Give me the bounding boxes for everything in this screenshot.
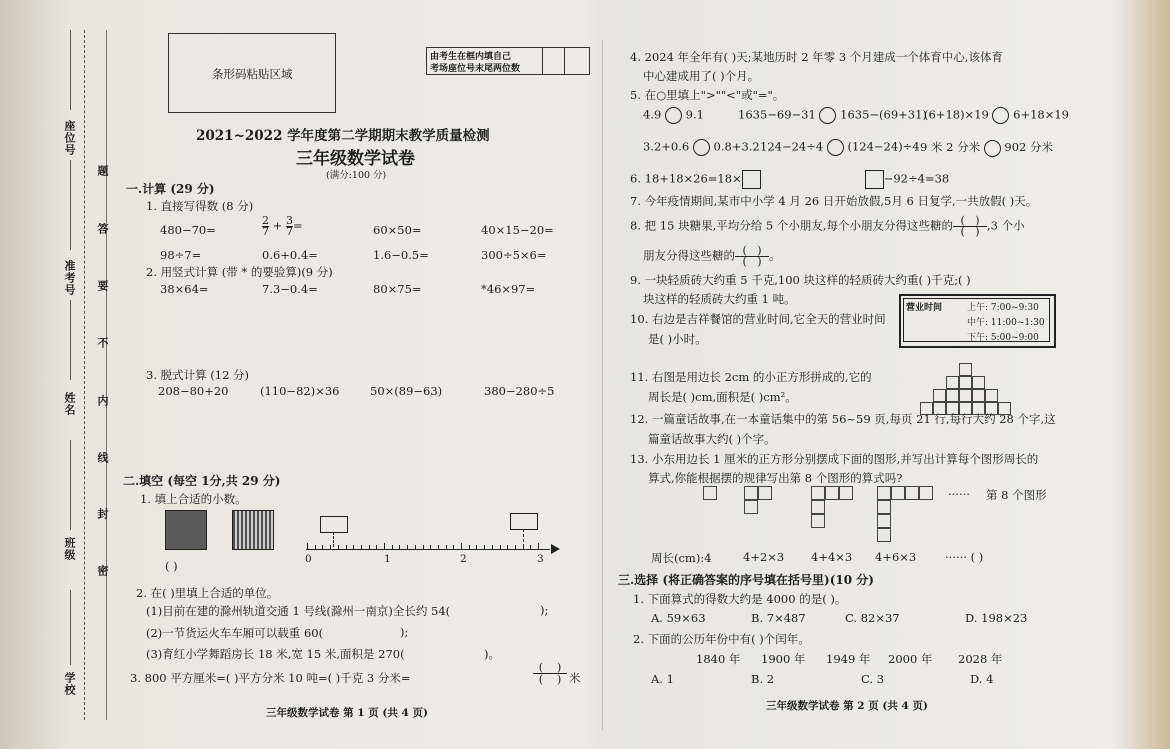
- pattern-square: [839, 486, 853, 500]
- s2-q1-text: 1. 填上合适的小数。: [140, 492, 247, 506]
- number-line-tick: [530, 545, 531, 549]
- s1-q3-item-3: 50×(89−63): [370, 384, 443, 398]
- seal-dashed-line: [84, 30, 85, 720]
- year-1840: 1840 年: [696, 652, 741, 666]
- number-line-tick: [322, 545, 323, 549]
- s3-q1-opt-a[interactable]: A. 59×63: [651, 611, 706, 625]
- q5-text: 5. 在○里填上">""<"或"="。: [630, 88, 785, 102]
- number-line-tick: [384, 543, 385, 550]
- pattern-square: [877, 514, 891, 528]
- q12-line2: 篇童话故事大约( )个字。: [648, 432, 776, 446]
- q13-line2: 算式,你能根据摆的规律写出第 8 个图形的算式吗?: [648, 471, 903, 485]
- school-line: [70, 590, 71, 665]
- number-line-tick: [376, 545, 377, 549]
- pattern-square: [744, 486, 758, 500]
- seat-id-note-2: 考场座位号末尾两位数: [430, 64, 521, 74]
- compare-circle[interactable]: [992, 107, 1009, 124]
- seal-char-4: 不: [96, 337, 109, 349]
- s1-q1-item-4: 40×15−20=: [481, 223, 554, 237]
- s2-q2-text: 2. 在( )里填上合适的单位。: [136, 586, 279, 600]
- tick-label-3: 3: [537, 553, 544, 565]
- s2-q2-1: (1)目前在建的滁州轨道交通 1 号线(滁州一南京)全长约 54(: [146, 604, 451, 618]
- s2-q2-3-end: )。: [484, 647, 500, 661]
- seat-id-divider-1: [542, 47, 543, 75]
- s1-q3-item-2: (110−82)×36: [260, 384, 340, 398]
- number-line-tick: [415, 545, 416, 549]
- number-line-tick: [484, 545, 485, 549]
- answer-paren-1: ( ): [165, 559, 178, 573]
- q13-perimeter-label: 周长(cm):4: [651, 551, 712, 565]
- number-line-tick: [476, 545, 477, 549]
- s3-q2: 2. 下面的公历年份中有( )个闰年。: [633, 632, 810, 646]
- s1-q1-fraction-expression: $\frac{2}{7}$ + $\frac{3}{7}$ =: [262, 214, 303, 238]
- compare-circle[interactable]: [693, 139, 710, 156]
- compare-circle[interactable]: [984, 140, 1001, 157]
- s3-q2-opt-c[interactable]: C. 3: [861, 672, 885, 686]
- exam-number-label: 准考号: [63, 260, 76, 296]
- number-line-tick: [369, 545, 370, 549]
- q6: 6. 18+18×26=18× −92÷4=38: [630, 170, 949, 189]
- number-line-tick: [461, 543, 462, 550]
- number-line-tick: [353, 545, 354, 549]
- staircase-square: [946, 376, 959, 389]
- q10-line1: 10. 右边是吉祥餐馆的营业时间,它全天的营业时间: [630, 312, 886, 326]
- seal-char-6: 线: [96, 452, 109, 464]
- fraction-3-7: $\frac{3}{7}$: [285, 214, 293, 238]
- pattern-square: [811, 514, 825, 528]
- q11-line2: 周长是( )cm,面积是( )cm²。: [648, 390, 797, 404]
- pattern-square: [877, 486, 891, 500]
- s1-q1-item-8: 300÷5×6=: [481, 248, 547, 262]
- q8-line1: 8. 把 15 块糖果,平均分给 5 个小朋友,每个小朋友分得这些糖的 $\frac{( )}{( )}$ ,3 个小: [630, 214, 1025, 238]
- section2-heading: 二.填空 (每空 1分,共 29 分): [123, 474, 281, 488]
- number-line-tick: [538, 543, 539, 550]
- number-line-tick: [399, 545, 400, 549]
- compare-item-4: 3.2+0.6 0.8+3.2: [643, 139, 760, 156]
- q13-line1: 13. 小东用边长 1 厘米的正方形分别摆成下面的图形,并写出计算每个图形周长的: [630, 452, 1039, 466]
- s2-q3-unit: 米: [569, 671, 581, 685]
- s3-q1-opt-d[interactable]: D. 198×23: [965, 611, 1028, 625]
- number-line-tick: [430, 545, 431, 549]
- name-line: [70, 300, 71, 380]
- number-line-answer-box-1[interactable]: [320, 516, 348, 533]
- s2-q2-1-end: );: [540, 603, 549, 617]
- pattern-square: [877, 500, 891, 514]
- seal-char-5: 内: [96, 395, 109, 407]
- seat-number-label: 座位号: [63, 120, 76, 156]
- q13-perimeter-4: 4+6×3: [875, 550, 917, 564]
- s3-q1-opt-b[interactable]: B. 7×487: [751, 611, 806, 625]
- pattern-square: [891, 486, 905, 500]
- exam-number-line: [70, 160, 71, 250]
- compare-item-3: (6+18)×19 6+18×19: [924, 107, 1069, 124]
- q13-perimeter-2: 4+2×3: [743, 550, 785, 564]
- number-line-tick: [515, 545, 516, 549]
- number-line-pointer-2: [523, 529, 524, 547]
- pattern-square: [825, 486, 839, 500]
- s1-q1-item-3: 60×50=: [373, 223, 422, 237]
- section1-heading: 一.计算 (29 分): [126, 182, 215, 196]
- s2-q3-fraction: ( ) ( ): [533, 662, 567, 685]
- s3-q1: 1. 下面算式的得数大约是 4000 的是( )。: [633, 592, 847, 606]
- q4-line2: 中心建成用了( )个月。: [643, 69, 760, 83]
- class-line: [70, 440, 71, 530]
- number-line-tick: [361, 545, 362, 549]
- number-line-arrow: [551, 544, 560, 554]
- exam-title: 2021~2022 学年度第二学期期末教学质量检测: [196, 128, 490, 144]
- compare-item-6: 9 米 2 分米 902 分米: [920, 139, 1053, 157]
- shaded-square-full: [165, 510, 207, 550]
- s2-q2-2-end: );: [400, 625, 409, 639]
- s3-q2-opt-d[interactable]: D. 4: [970, 672, 994, 686]
- q4-line1: 4. 2024 年全年有( )天;某地历时 2 年零 3 个月建成一个体育中心,该体育: [630, 50, 1003, 64]
- hours-evening: 下午: 5:00~9:00: [967, 333, 1039, 343]
- q13-perimeter-3: 4+4×3: [811, 550, 853, 564]
- compare-circle[interactable]: [665, 107, 682, 124]
- number-line: [306, 549, 550, 550]
- s1-q3-heading: 3. 脱式计算 (12 分): [146, 368, 250, 382]
- pattern-square: [877, 528, 891, 542]
- number-line-tick: [338, 545, 339, 549]
- seal-char-8: 密: [96, 565, 109, 577]
- q13-dots: ······: [948, 487, 970, 501]
- answer-square[interactable]: [742, 170, 761, 189]
- margin-rule: [106, 30, 107, 720]
- pattern-square: [744, 500, 758, 514]
- pattern-square: [811, 500, 825, 514]
- number-line-tick: [346, 545, 347, 549]
- q9-line2: 块这样的轻质砖大约重 1 吨。: [643, 292, 796, 306]
- page-gutter: [602, 40, 603, 730]
- seat-id-divider-2: [564, 47, 565, 75]
- staircase-square: [946, 389, 959, 402]
- seal-char-2: 答: [96, 223, 109, 235]
- number-line-tick: [392, 545, 393, 549]
- number-line-tick: [446, 545, 447, 549]
- number-line-tick: [500, 545, 501, 549]
- class-label: 班级: [63, 537, 76, 561]
- s1-q1-item-1: 480−70=: [160, 223, 216, 237]
- seat-id-note-1: 由考生在框内填自己: [430, 52, 512, 62]
- number-line-tick: [423, 545, 424, 549]
- year-2000: 2000 年: [888, 652, 933, 666]
- number-line-tick: [492, 545, 493, 549]
- number-line-tick: [507, 545, 508, 549]
- number-line-answer-box-2[interactable]: [510, 513, 538, 530]
- pattern-square: [703, 486, 717, 500]
- staircase-square: [959, 363, 972, 376]
- s1-q3-item-4: 380−280÷5: [484, 384, 555, 398]
- year-2028: 2028 年: [958, 652, 1003, 666]
- full-score: (满分:100 分): [326, 170, 387, 181]
- number-line-tick: [438, 545, 439, 549]
- compare-circle[interactable]: [819, 107, 836, 124]
- business-hours-label: 营业时间: [906, 303, 943, 313]
- compare-item-5: 124−24÷4 (124−24)÷4: [760, 139, 920, 156]
- staircase-square: [972, 376, 985, 389]
- seal-char-3: 要: [96, 280, 109, 292]
- s1-q1-item-6: 0.6+0.4=: [262, 248, 318, 262]
- section3-heading: 三.选择 (将正确答案的序号填在括号里)(10 分): [618, 573, 874, 587]
- left-footer: 三年级数学试卷 第 1 页 (共 4 页): [266, 707, 428, 719]
- number-line-tick: [469, 545, 470, 549]
- s1-q2-item-4: *46×97=: [481, 282, 536, 296]
- pattern-square: [811, 486, 825, 500]
- s1-q2-item-1: 38×64=: [160, 282, 209, 296]
- year-1949: 1949 年: [826, 652, 871, 666]
- compare-item-2: 1635−69−31 1635−(69+31): [738, 107, 927, 124]
- staircase-square: [972, 389, 985, 402]
- staircase-square: [933, 389, 946, 402]
- s3-q1-opt-c[interactable]: C. 82×37: [845, 611, 900, 625]
- s2-q2-3: (3)育红小学舞蹈房长 18 米,宽 15 米,面积是 270(: [146, 647, 405, 661]
- q11-line1: 11. 右图是用边长 2cm 的小正方形拼成的,它的: [630, 370, 872, 384]
- q13-answer-blank: ······ ( ): [945, 550, 984, 564]
- tick-label-1: 1: [384, 553, 391, 565]
- seal-char-1: 题: [96, 165, 109, 177]
- barcode-label: 条形码粘贴区域: [212, 67, 293, 81]
- s1-q3-item-1: 208−80+20: [158, 384, 229, 398]
- s1-q1-heading: 1. 直接写得数 (8 分): [146, 199, 254, 213]
- number-line-tick: [307, 543, 308, 550]
- hours-morning: 上午: 7:00~9:30: [967, 303, 1039, 313]
- q10-line2: 是( )小时。: [648, 332, 707, 346]
- q12-line1: 12. 一篇童话故事,在一本童话集中的第 56~59 页,每页 21 行,每行大约 28 个字,这: [630, 412, 1056, 426]
- q8-line2: 朋友分得这些糖的 $\frac{( )}{( )}$ 。: [643, 244, 781, 268]
- staircase-square: [985, 389, 998, 402]
- tick-label-0: 0: [305, 553, 312, 565]
- pattern-square: [919, 486, 933, 500]
- school-label: 学校: [63, 672, 76, 696]
- q9-line1: 9. 一块轻质砖大约重 5 千克,100 块这样的轻质砖大约重( )千克;( ): [630, 273, 971, 287]
- staircase-square: [959, 376, 972, 389]
- hours-noon: 中午: 11:00~1:30: [967, 318, 1045, 328]
- year-1900: 1900 年: [761, 652, 806, 666]
- q8-fraction-1[interactable]: $\frac{( )}{( )}$: [953, 216, 987, 237]
- fraction-2-7: $\frac{2}{7}$: [262, 214, 269, 238]
- q8-fraction-2[interactable]: $\frac{( )}{( )}$: [735, 246, 769, 267]
- s1-q1-item-5: 98÷7=: [160, 248, 202, 262]
- paper-title: 三年级数学试卷: [296, 149, 415, 169]
- tick-label-2: 2: [460, 553, 467, 565]
- shaded-square-stripes: [232, 510, 274, 550]
- pattern-square: [758, 486, 772, 500]
- name-label: 姓名: [63, 392, 76, 416]
- number-line-tick: [407, 545, 408, 549]
- number-line-pointer-1: [333, 532, 334, 547]
- number-line-tick: [315, 545, 316, 549]
- number-line-tick: [453, 545, 454, 549]
- s3-q2-opt-b[interactable]: B. 2: [751, 672, 775, 686]
- s1-q2-item-3: 80×75=: [373, 282, 422, 296]
- s1-q1-item-7: 1.6−0.5=: [373, 248, 429, 262]
- s1-q2-item-2: 7.3−0.4=: [262, 282, 318, 296]
- compare-circle[interactable]: [827, 139, 844, 156]
- answer-square[interactable]: [865, 170, 884, 189]
- seat-number-line: [70, 30, 71, 110]
- staircase-square: [959, 389, 972, 402]
- q7: 7. 今年疫情期间,某市中小学 4 月 26 日开始放假,5月 6 日复学,一共放假( )天。: [630, 194, 1038, 208]
- s3-q2-opt-a[interactable]: A. 1: [651, 672, 674, 686]
- seal-char-7: 封: [96, 508, 109, 520]
- s2-q2-2: (2)一节货运火车车厢可以载重 60(: [146, 626, 324, 640]
- pattern-square: [905, 486, 919, 500]
- number-line-tick: [330, 545, 331, 549]
- right-footer: 三年级数学试卷 第 2 页 (共 4 页): [766, 700, 928, 712]
- s2-q3-text: 3. 800 平方厘米=( )平方分米 10 吨=( )千克 3 分米=: [130, 671, 411, 685]
- s1-q2-heading: 2. 用竖式计算 (带 * 的要验算)(9 分): [146, 265, 333, 279]
- compare-item-1: 4.9 9.1: [643, 107, 704, 124]
- q13-eighth-figure: 第 8 个图形: [986, 488, 1047, 502]
